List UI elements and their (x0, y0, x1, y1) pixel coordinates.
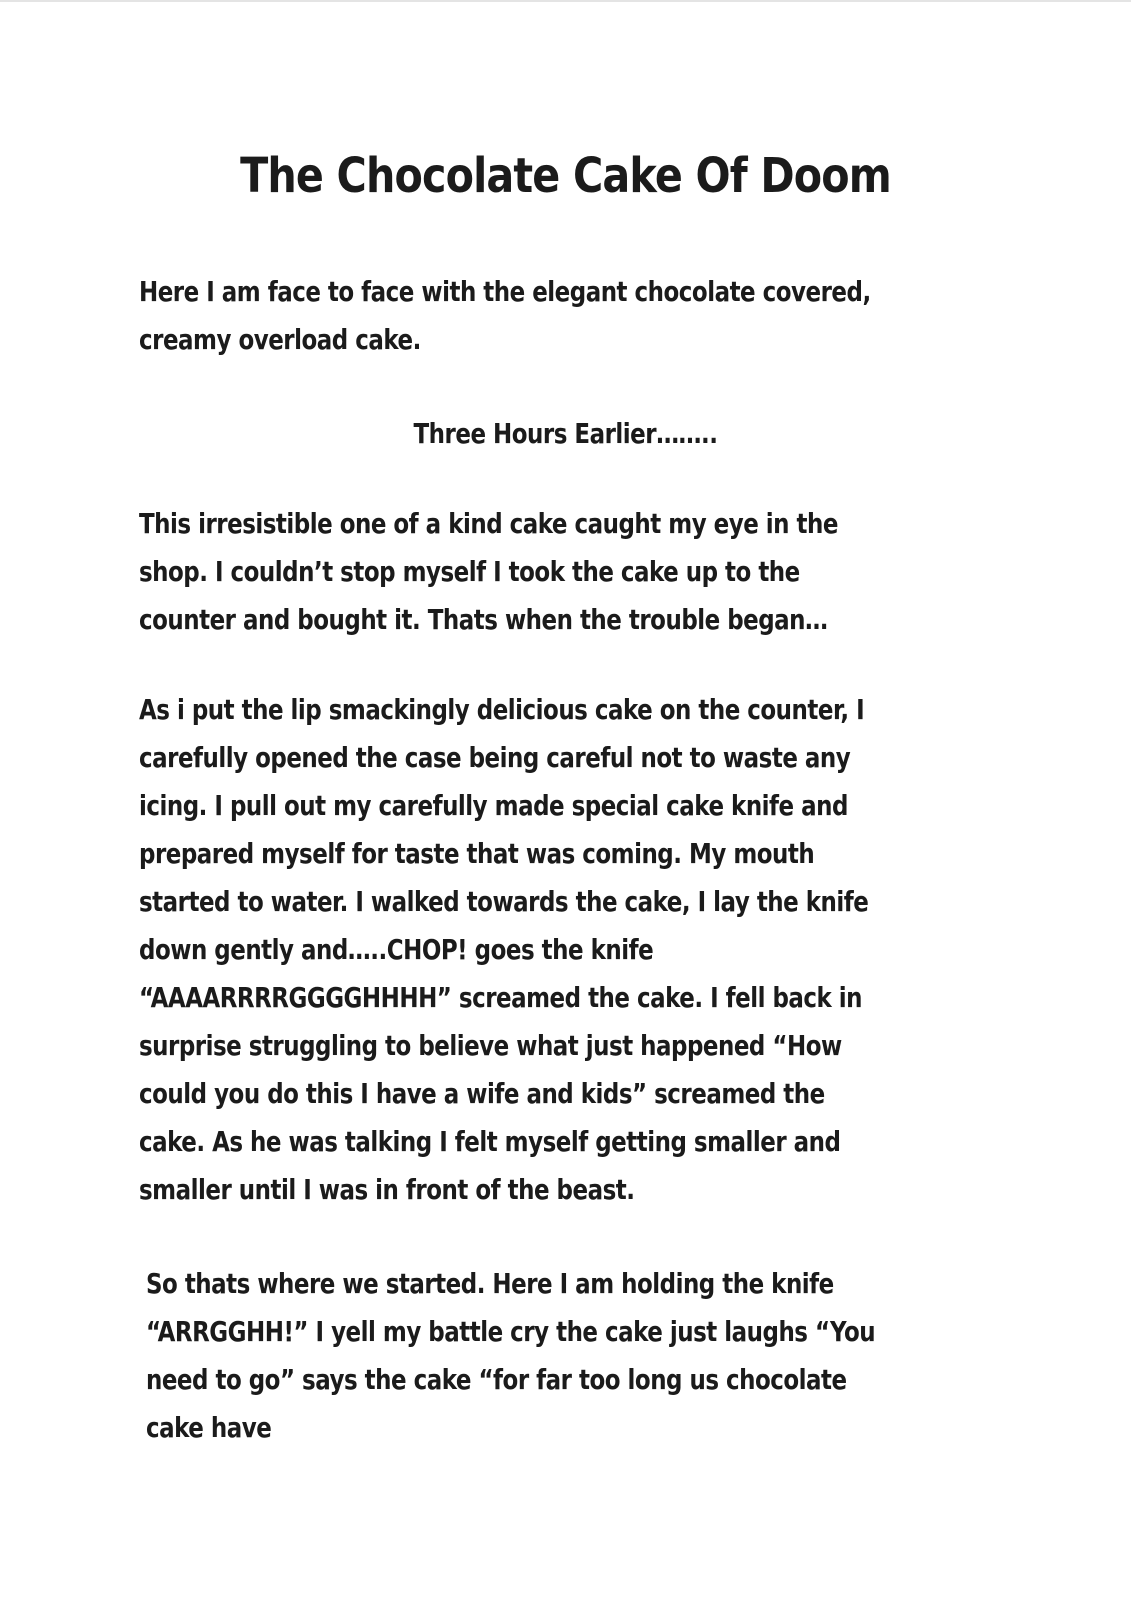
paragraph-shop: This irresistible one of a kind cake caught my eye in the shop. I couldn’t stop myself I took the cake up to the counter and bought it. Thats when the trouble began… (139, 507, 838, 636)
paragraph-intro: Here I am face to face with the elegant chocolate covered, creamy overload cake. (139, 275, 871, 356)
paragraph-cutting-cake: As i put the lip smackingly delicious cake on the counter, I carefully opened the case being careful not to waste any icing. I pull out my carefully made special cake knife and prepared myself for taste that was coming. My mouth started to water. I walked towards the cake, I lay the knife down gently and…..CHOP! goes the knife “AAAARRRRGGGGHHHH” screamed the cake. I fell back in surprise struggling to believe what just happened “How could you do this I have a wife and kids” screamed the cake. As he was talking I felt myself getting smaller and smaller until I was in front of the beast. (139, 693, 869, 1206)
section-subheading: Three Hours Earlier…….. (413, 417, 718, 450)
paragraph-battle: So thats where we started. Here I am holding the knife “ARRGGHH!” I yell my battle cry the cake just laughs “You need to go” says the cake “for far too long us chocolate cake have (146, 1267, 876, 1444)
story-title: The Chocolate Cake Of Doom (240, 148, 891, 204)
page-top-edge (0, 0, 1131, 2)
